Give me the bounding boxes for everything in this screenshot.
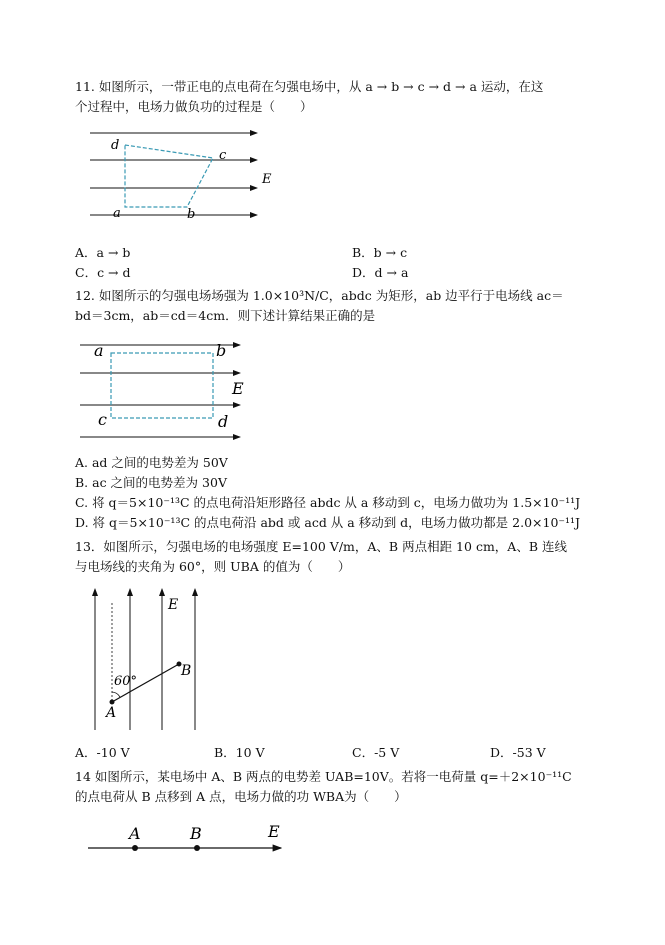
label-b: b <box>187 207 196 222</box>
label-E: E <box>268 822 280 841</box>
path-abcd <box>125 145 213 207</box>
q11-option-a[interactable]: A．a → b <box>75 245 131 260</box>
point-A <box>132 845 138 851</box>
q12-line1: 12. 如图所示的匀强电场场强为 1.0×10³N/C，abdc 为矩形，ab 边平行于电场线 ac＝ <box>75 288 564 303</box>
q13-figure <box>85 585 215 735</box>
label-A: A <box>129 824 141 843</box>
label-c: c <box>219 148 227 163</box>
label-E: E <box>262 172 272 187</box>
q12-text <box>75 286 605 326</box>
q13-line2: 与电场线的夹角为 60°，则 UBA 的值为（ ） <box>75 559 351 574</box>
q13-option-a[interactable]: A．-10 V <box>75 745 130 760</box>
q14-line1: 14 如图所示，某电场中 A、B 两点的电势差 UAB=10V。若将一电荷量 q=＋2×10⁻¹¹C <box>75 769 572 784</box>
point-B <box>194 845 200 851</box>
q11-figure <box>85 125 285 225</box>
q12-option-b[interactable]: B. ac 之间的电势差为 30V <box>75 475 227 490</box>
q11-line1: 11. 如图所示，一带正电的点电荷在匀强电场中，从 a → b → c → d → a 运动，在这 <box>75 79 544 94</box>
angle-arc <box>112 692 120 697</box>
q13-option-c[interactable]: C．-5 V <box>352 745 400 760</box>
q11-option-c[interactable]: C．c → d <box>75 265 131 280</box>
q13-option-d[interactable]: D．-53 V <box>490 745 546 760</box>
q13-line1: 13．如图所示，匀强电场的电场强度 E=100 V/m，A、B 两点相距 10 cm，A、B 连线 <box>75 539 567 554</box>
label-b: b <box>216 341 227 360</box>
label-E: E <box>232 379 244 398</box>
q13-text <box>75 537 605 577</box>
label-A: A <box>106 705 117 721</box>
point-A <box>110 700 115 705</box>
q12-figure <box>78 335 258 440</box>
rect-abdc <box>111 353 213 418</box>
q12-option-a[interactable]: A. ad 之间的电势差为 50V <box>75 455 228 470</box>
q11-option-b[interactable]: B．b → c <box>352 245 408 260</box>
label-a: a <box>113 206 121 221</box>
q11-line2: 个过程中，电场力做负功的过程是（ ） <box>75 99 313 114</box>
q12-line2: bd＝3cm，ab＝cd＝4cm．则下述计算结果正确的是 <box>75 308 376 323</box>
q13-option-b[interactable]: B．10 V <box>214 745 265 760</box>
label-E: E <box>168 597 179 613</box>
label-B: B <box>181 663 192 679</box>
q11-text <box>75 77 605 117</box>
label-a: a <box>94 341 104 360</box>
label-B: B <box>190 824 202 843</box>
q14-figure <box>85 820 295 860</box>
label-d: d <box>218 412 229 431</box>
label-d: d <box>111 138 120 153</box>
q12-option-c[interactable]: C. 将 q＝5×10⁻¹³C 的点电荷沿矩形路径 abdc 从 a 移动到 c，电场力做功为 1.5×10⁻¹¹J <box>75 495 581 510</box>
q12-option-d[interactable]: D. 将 q＝5×10⁻¹³C 的点电荷沿 abd 或 acd 从 a 移动到 d，电场力做功都是 2.0×10⁻¹¹J <box>75 515 581 530</box>
q14-line2: 的点电荷从 B 点移到 A 点，电场力做的功 WBA为（ ） <box>75 789 407 804</box>
label-c: c <box>98 410 107 429</box>
q14-text <box>75 767 605 807</box>
q11-option-d[interactable]: D．d → a <box>352 265 409 280</box>
label-angle: 60° <box>114 674 138 689</box>
